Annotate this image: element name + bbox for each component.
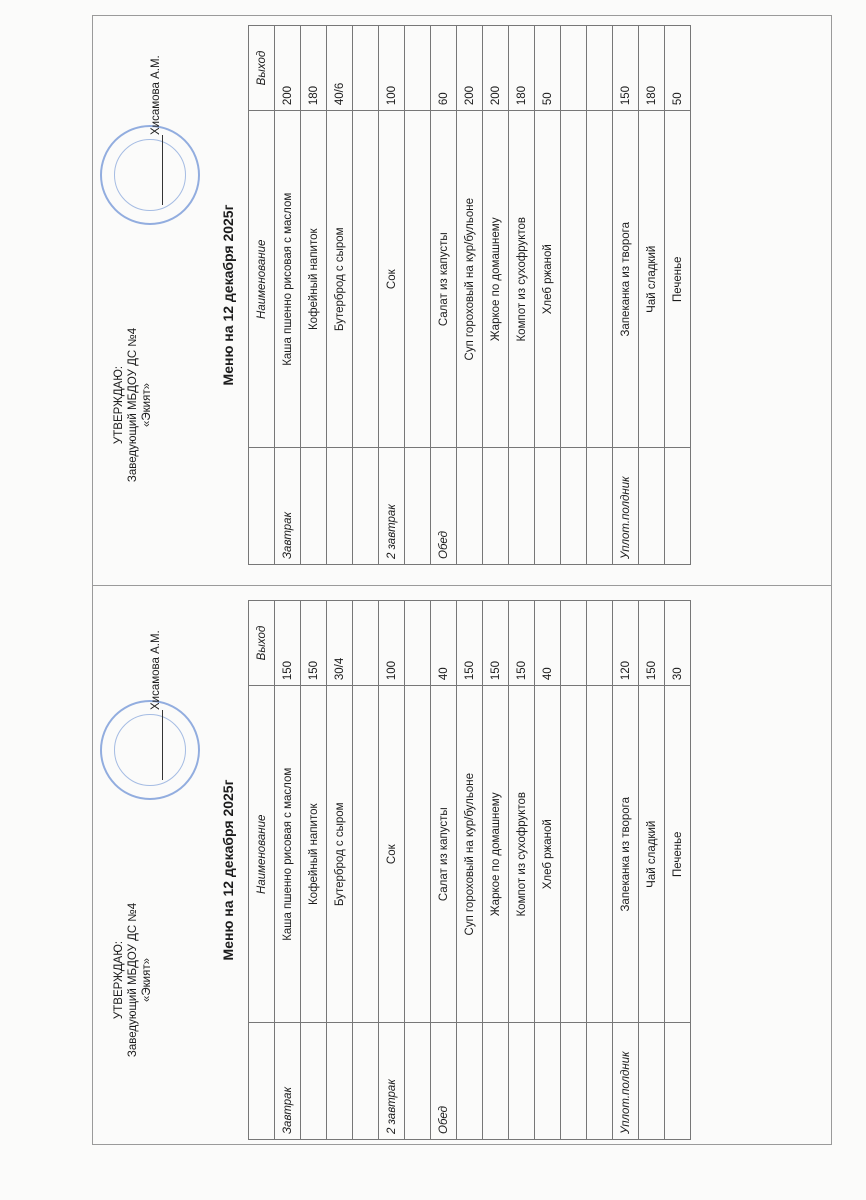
meal-cell — [327, 1023, 353, 1140]
signature-line — [162, 710, 163, 780]
dish-cell: Печенье — [665, 686, 691, 1023]
approval-block — [112, 275, 154, 535]
meal-cell — [457, 1023, 483, 1140]
approval-title: УТВЕРЖДАЮ: — [113, 940, 125, 1020]
table-row — [639, 601, 665, 1140]
out-cell — [561, 26, 587, 111]
table-row — [301, 601, 327, 1140]
out-cell: 30 — [665, 601, 691, 686]
out-cell — [561, 601, 587, 686]
table-row — [561, 601, 587, 1140]
meal-cell: Уплот.полдник — [613, 448, 639, 565]
signature-block — [100, 35, 210, 265]
out-cell: 40/6 — [327, 26, 353, 111]
dish-cell — [561, 686, 587, 1023]
meal-cell — [535, 448, 561, 565]
table-row — [431, 26, 457, 565]
dish-cell — [405, 686, 431, 1023]
table-row — [665, 601, 691, 1140]
column-header-output: Выход — [249, 26, 275, 111]
table-row — [587, 26, 613, 565]
meal-cell — [665, 1023, 691, 1140]
round-stamp-icon — [100, 125, 200, 225]
approval-title: УТВЕРЖДАЮ: — [113, 365, 125, 445]
menu-table — [248, 600, 691, 1140]
table-row — [561, 26, 587, 565]
out-cell: 30/4 — [327, 601, 353, 686]
meal-cell — [639, 1023, 665, 1140]
table-row — [535, 601, 561, 1140]
table-row — [275, 26, 301, 565]
approval-role: Заведующий МБДОУ ДС №4 — [127, 902, 139, 1058]
meal-cell — [639, 448, 665, 565]
dish-cell — [561, 111, 587, 448]
table-row — [457, 26, 483, 565]
table-row — [535, 26, 561, 565]
dish-cell: Чай сладкий — [639, 111, 665, 448]
dish-cell — [587, 686, 613, 1023]
meal-cell — [509, 448, 535, 565]
dish-cell: Каша пшенно рисовая с маслом — [275, 111, 301, 448]
meal-cell: Обед — [431, 1023, 457, 1140]
out-cell — [353, 601, 379, 686]
out-cell — [353, 26, 379, 111]
approval-block — [112, 850, 154, 1110]
out-cell: 180 — [301, 26, 327, 111]
meal-cell: Завтрак — [275, 1023, 301, 1140]
menu-panel-2 — [100, 25, 800, 565]
page-divider — [92, 585, 832, 586]
column-header-dish: Наименование — [249, 111, 275, 448]
out-cell — [587, 601, 613, 686]
dish-cell: Суп гороховый на кур/бульоне — [457, 686, 483, 1023]
dish-cell: Суп гороховый на кур/бульоне — [457, 111, 483, 448]
meal-cell: 2 завтрак — [379, 1023, 405, 1140]
dish-cell: Жаркое по домашнему — [483, 686, 509, 1023]
round-stamp-icon — [100, 700, 200, 800]
dish-cell: Жаркое по домашнему — [483, 111, 509, 448]
meal-cell — [301, 448, 327, 565]
out-cell — [405, 601, 431, 686]
signer-name: Хисамова А.М. — [150, 55, 162, 135]
table-header-row — [249, 26, 275, 565]
out-cell: 150 — [613, 26, 639, 111]
dish-cell: Салат из капусты — [431, 111, 457, 448]
out-cell: 60 — [431, 26, 457, 111]
table-row — [509, 601, 535, 1140]
meal-cell — [353, 1023, 379, 1140]
signer-name: Хисамова А.М. — [150, 630, 162, 710]
table-row — [483, 26, 509, 565]
out-cell: 150 — [483, 601, 509, 686]
out-cell: 40 — [431, 601, 457, 686]
table-row — [353, 26, 379, 565]
column-header-output: Выход — [249, 601, 275, 686]
out-cell — [405, 26, 431, 111]
dish-cell: Запеканка из творога — [613, 686, 639, 1023]
meal-cell — [353, 448, 379, 565]
meal-cell — [587, 1023, 613, 1140]
table-row — [405, 26, 431, 565]
approval-org: «Экият» — [141, 383, 153, 428]
meal-cell — [457, 448, 483, 565]
out-cell: 120 — [613, 601, 639, 686]
meal-cell — [483, 1023, 509, 1140]
meal-cell — [561, 448, 587, 565]
dish-cell — [587, 111, 613, 448]
signature-block — [100, 610, 210, 840]
menu-panel-1 — [100, 600, 800, 1140]
table-row — [327, 601, 353, 1140]
out-cell — [587, 26, 613, 111]
dish-cell — [405, 111, 431, 448]
out-cell: 50 — [665, 26, 691, 111]
table-row — [457, 601, 483, 1140]
out-cell: 150 — [639, 601, 665, 686]
dish-cell: Хлеб ржаной — [535, 686, 561, 1023]
column-header-meal — [249, 448, 275, 565]
dish-cell — [353, 111, 379, 448]
meal-cell — [535, 1023, 561, 1140]
meal-cell: 2 завтрак — [379, 448, 405, 565]
table-row — [353, 601, 379, 1140]
table-row — [379, 601, 405, 1140]
approval-role: Заведующий МБДОУ ДС №4 — [127, 327, 139, 483]
dish-cell: Кофейный напиток — [301, 686, 327, 1023]
approval-org: «Экият» — [141, 958, 153, 1003]
signature-line — [162, 135, 163, 205]
out-cell: 150 — [301, 601, 327, 686]
dish-cell: Бутерброд с сыром — [327, 111, 353, 448]
out-cell: 200 — [457, 26, 483, 111]
table-row — [509, 26, 535, 565]
dish-cell: Сок — [379, 686, 405, 1023]
column-header-meal — [249, 1023, 275, 1140]
meal-cell — [561, 1023, 587, 1140]
dish-cell: Чай сладкий — [639, 686, 665, 1023]
table-row — [431, 601, 457, 1140]
table-row — [613, 601, 639, 1140]
meal-cell: Завтрак — [275, 448, 301, 565]
out-cell: 180 — [639, 26, 665, 111]
table-row — [639, 26, 665, 565]
menu-title: Меню на 12 декабря 2025г — [220, 204, 236, 386]
out-cell: 40 — [535, 601, 561, 686]
meal-cell — [665, 448, 691, 565]
table-row — [275, 601, 301, 1140]
out-cell: 150 — [275, 601, 301, 686]
meal-cell — [587, 448, 613, 565]
meal-cell: Уплот.полдник — [613, 1023, 639, 1140]
meal-cell — [405, 1023, 431, 1140]
menu-table — [248, 25, 691, 565]
out-cell: 50 — [535, 26, 561, 111]
out-cell: 100 — [379, 26, 405, 111]
table-row — [665, 26, 691, 565]
meal-cell — [301, 1023, 327, 1140]
table-header-row — [249, 601, 275, 1140]
dish-cell: Хлеб ржаной — [535, 111, 561, 448]
dish-cell: Запеканка из творога — [613, 111, 639, 448]
meal-cell: Обед — [431, 448, 457, 565]
dish-cell: Компот из сухофруктов — [509, 686, 535, 1023]
table-row — [613, 26, 639, 565]
table-row — [405, 601, 431, 1140]
out-cell: 200 — [483, 26, 509, 111]
dish-cell: Кофейный напиток — [301, 111, 327, 448]
table-row — [301, 26, 327, 565]
table-row — [483, 601, 509, 1140]
table-row — [587, 601, 613, 1140]
out-cell: 180 — [509, 26, 535, 111]
menu-title: Меню на 12 декабря 2025г — [220, 779, 236, 961]
dish-cell: Печенье — [665, 111, 691, 448]
dish-cell — [353, 686, 379, 1023]
out-cell: 200 — [275, 26, 301, 111]
table-row — [327, 26, 353, 565]
dish-cell: Сок — [379, 111, 405, 448]
table-row — [379, 26, 405, 565]
out-cell: 150 — [457, 601, 483, 686]
out-cell: 100 — [379, 601, 405, 686]
out-cell: 150 — [509, 601, 535, 686]
dish-cell: Каша пшенно рисовая с маслом — [275, 686, 301, 1023]
dish-cell: Салат из капусты — [431, 686, 457, 1023]
meal-cell — [509, 1023, 535, 1140]
meal-cell — [405, 448, 431, 565]
meal-cell — [483, 448, 509, 565]
dish-cell: Бутерброд с сыром — [327, 686, 353, 1023]
dish-cell: Компот из сухофруктов — [509, 111, 535, 448]
meal-cell — [327, 448, 353, 565]
column-header-dish: Наименование — [249, 686, 275, 1023]
